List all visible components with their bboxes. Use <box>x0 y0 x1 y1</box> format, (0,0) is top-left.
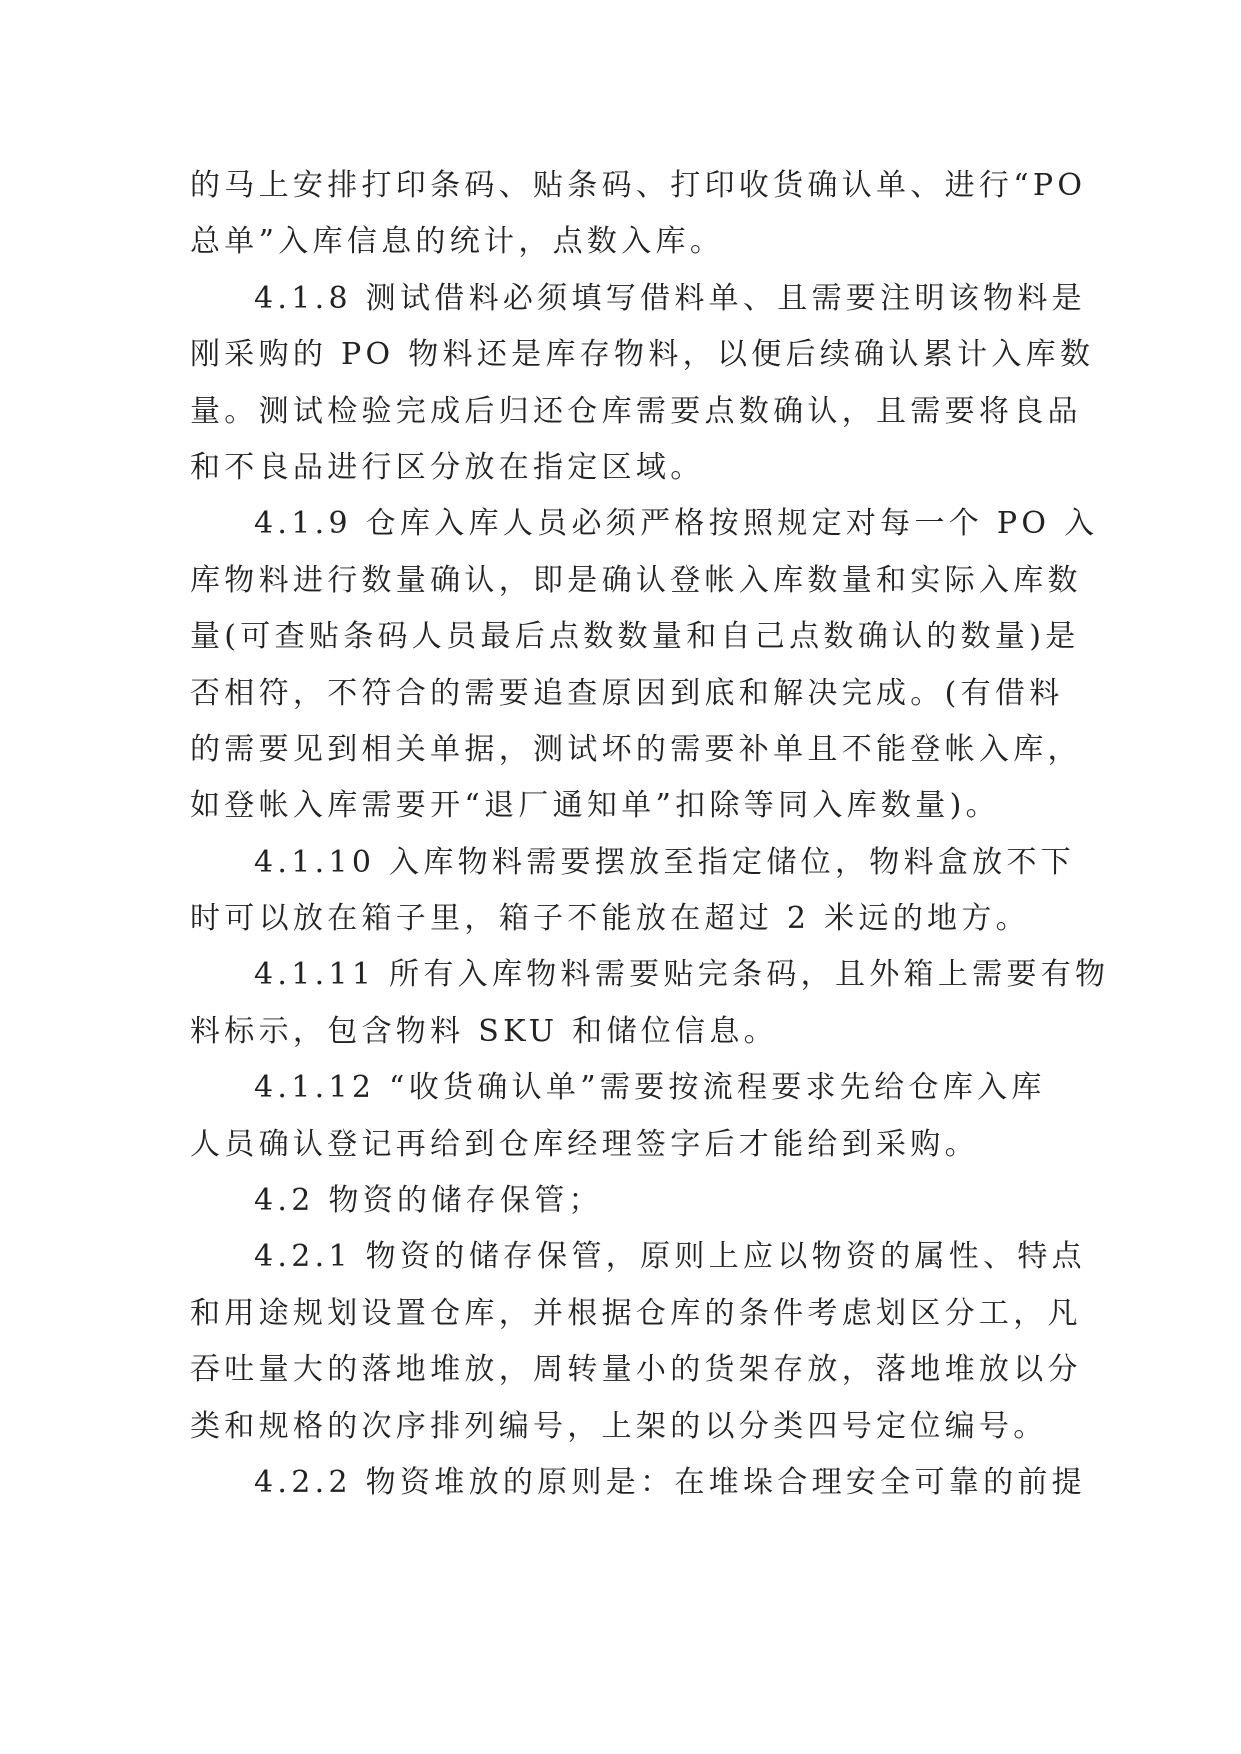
document-line: 的马上安排打印条码、贴条码、打印收货确认单、进行“PO <box>190 168 1087 203</box>
document-line: 4.1.11 所有入库物料需要贴完条码，且外箱上需要有物 <box>254 957 1110 993</box>
document-line: 4.2.2 物资堆放的原则是：在堆垛合理安全可靠的前提 <box>254 1464 1086 1500</box>
document-line: 4.1.12 “收货确认单”需要按流程要求先给仓库入库 <box>254 1070 1046 1106</box>
document-line: 和用途规划设置仓库，并根据仓库的条件考虑划区分工，凡 <box>190 1295 1082 1331</box>
document-line: 4.2.1 物资的储存保管，原则上应以物资的属性、特点 <box>254 1239 1086 1275</box>
document-line: 库物料进行数量确认，即是确认登帐入库数量和实际入库数 <box>190 562 1082 598</box>
document-line: 时可以放在箱子里，箱子不能放在超过 2 米远的地方。 <box>190 901 1030 937</box>
document-line: 和不良品进行区分放在指定区域。 <box>190 449 705 485</box>
document-line: 量。测试检验完成后归还仓库需要点数确认，且需要将良品 <box>190 393 1082 429</box>
document-line: 量(可查贴条码人员最后点数数量和自己点数确认的数量)是 <box>190 619 1080 655</box>
document-line: 如登帐入库需要开“退厂通知单”扣除等同入库数量)。 <box>190 788 1000 824</box>
document-line: 的需要见到相关单据，测试坏的需要补单且不能登帐入库， <box>190 731 1082 767</box>
document-line: 刚采购的 PO 物料还是库存物料，以便后续确认累计入库数 <box>190 337 1095 373</box>
document-line: 4.1.8 测试借料必须填写借料单、且需要注明该物料是 <box>254 280 1086 316</box>
document-body <box>190 158 1110 1511</box>
document-line: 料标示，包含物料 SKU 和储位信息。 <box>190 1013 778 1049</box>
document-line: 吞吐量大的落地堆放，周转量小的货架存放，落地堆放以分 <box>190 1352 1082 1388</box>
document-line: 4.1.9 仓库入库人员必须严格按照规定对每一个 PO 入 <box>254 506 1099 542</box>
document-line: 总单”入库信息的统计，点数入库。 <box>190 224 725 260</box>
document-line: 4.2 物资的储存保管； <box>254 1183 603 1219</box>
document-line: 否相符，不符合的需要追查原因到底和解决完成。(有借料 <box>190 675 1064 711</box>
document-line: 类和规格的次序排列编号，上架的以分类四号定位编号。 <box>190 1408 1048 1444</box>
document-line: 4.1.10 入库物料需要摆放至指定储位，物料盒放不下 <box>254 844 1076 880</box>
document-line: 人员确认登记再给到仓库经理签字后才能给到采购。 <box>190 1126 979 1162</box>
